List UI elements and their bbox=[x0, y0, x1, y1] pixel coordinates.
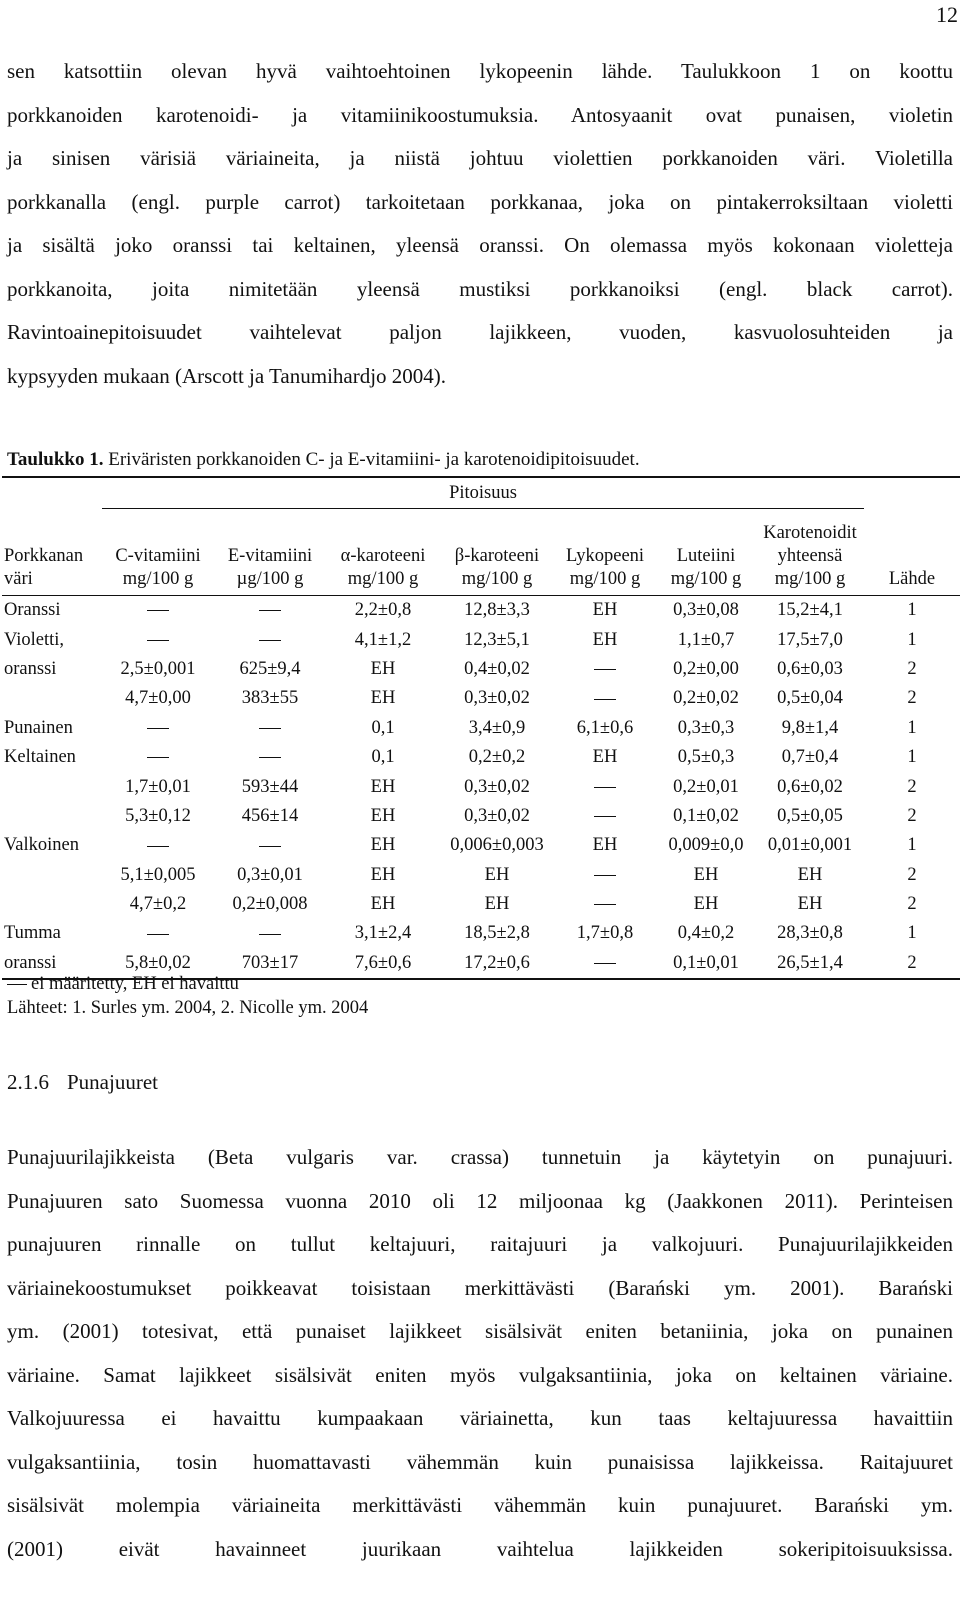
table-cell: 1,7±0,8 bbox=[576, 923, 634, 944]
text-line: ym. (2001) totesivat, että punaiset lajikkeet sisälsivät eniten betaniinia, joka on punainen bbox=[7, 1319, 953, 1343]
table-row bbox=[2, 625, 960, 654]
table-cell bbox=[102, 919, 214, 948]
table-row bbox=[2, 890, 960, 919]
table-cell: EH bbox=[370, 894, 396, 915]
not-determined-dash bbox=[594, 669, 616, 670]
table-cell: 625±9,4 bbox=[239, 658, 301, 679]
table-cell bbox=[102, 743, 214, 772]
not-determined-dash bbox=[147, 846, 169, 847]
table-cell: EH bbox=[592, 600, 618, 621]
table-cell bbox=[214, 919, 326, 948]
table-cell: 2 bbox=[907, 688, 917, 709]
table-cell: 2,2±0,8 bbox=[354, 600, 412, 621]
row-label-cell: Punainen bbox=[4, 717, 73, 738]
table-cell: 6,1±0,6 bbox=[576, 717, 634, 738]
text-line: porkkanoiden karotenoidi- ja vitamiinikoostumuksia. Antosyaanit ovat punaisen, violetin bbox=[7, 102, 953, 127]
table-cell: 3,1±2,4 bbox=[354, 923, 412, 944]
table-cell: 2,5±0,001 bbox=[120, 658, 196, 679]
table-row bbox=[2, 802, 960, 831]
not-determined-dash bbox=[594, 963, 616, 964]
table-cell: 0,5±0,3 bbox=[677, 747, 735, 768]
row-label-cell: oranssi bbox=[2, 949, 102, 979]
table-cell: 0,006±0,003 bbox=[450, 835, 544, 856]
not-determined-dash bbox=[147, 934, 169, 935]
text-line: ja sinisen värisiä väriaineita, ja niistä johtuu violettien porkkanoiden väri. Violetilla bbox=[7, 146, 953, 170]
not-determined-dash bbox=[147, 640, 169, 641]
text-line: ja sisältä joko oranssi tai keltainen, yleensä oranssi. On olemassa myös kokonaan violetteja bbox=[7, 233, 953, 257]
table-cell: EH bbox=[370, 658, 396, 679]
table-cell: 1 bbox=[907, 747, 917, 768]
table-cell: EH bbox=[693, 864, 719, 885]
table-cell: 3,4±0,9 bbox=[468, 717, 526, 738]
table-cell: EH bbox=[370, 776, 396, 797]
table-cell: 2 bbox=[907, 805, 917, 826]
not-determined-dash bbox=[594, 904, 616, 905]
table-sources: Lähteet: 1. Surles ym. 2004, 2. Nicolle ym. 2004 bbox=[7, 998, 369, 1018]
column-header: Porkkanan väri bbox=[2, 509, 102, 596]
column-header: Lykopeeni mg/100 g bbox=[554, 509, 656, 596]
table-cell: 0,6±0,02 bbox=[777, 776, 843, 797]
carotenoid-table bbox=[2, 476, 960, 980]
table-cell: 5,3±0,12 bbox=[125, 805, 191, 826]
text-line: sisälsivät molempia väriaineita merkittävästi vähemmän kuin punajuuret. Barański ym. bbox=[7, 1493, 953, 1517]
table-caption-label: Taulukko 1. bbox=[7, 449, 104, 470]
table-cell bbox=[554, 861, 656, 890]
table-cell: EH bbox=[370, 688, 396, 709]
row-label-cell bbox=[2, 890, 102, 919]
table-cell: 18,5±2,8 bbox=[464, 923, 530, 944]
row-label-cell: Oranssi bbox=[4, 600, 61, 621]
text-line: Ravintoainepitoisuudet vaihtelevat paljon lajikkeen, vuoden, kasvuolosuhteiden ja bbox=[7, 320, 953, 344]
group-header: Pitoisuus bbox=[102, 477, 864, 509]
table-cell: EH bbox=[592, 747, 618, 768]
table-row bbox=[2, 772, 960, 801]
section-heading bbox=[7, 1070, 158, 1095]
table-cell: 2 bbox=[907, 894, 917, 915]
table-cell: 1 bbox=[907, 629, 917, 650]
section-number: 2.1.6 bbox=[7, 1070, 49, 1094]
table-cell: 0,009±0,0 bbox=[668, 835, 744, 856]
not-determined-dash bbox=[594, 875, 616, 876]
table-cell bbox=[554, 802, 656, 831]
not-determined-dash bbox=[594, 816, 616, 817]
table-cell: EH bbox=[370, 864, 396, 885]
table-row bbox=[2, 831, 960, 860]
table-cell: 1 bbox=[907, 600, 917, 621]
table-cell: 17,5±7,0 bbox=[777, 629, 843, 650]
table-cell: 2 bbox=[864, 949, 960, 979]
text-line: Valkojuuressa ei havaittu kumpaakaan väriainetta, kun taas keltajuuressa havaittiin bbox=[7, 1406, 953, 1430]
table-cell: 5,8±0,02 bbox=[102, 949, 214, 979]
table-cell bbox=[554, 655, 656, 684]
text-line: porkkanalla (engl. purple carrot) tarkoitetaan porkkanaa, joka on pintakerroksiltaan violetti bbox=[7, 189, 953, 214]
table-cell bbox=[554, 890, 656, 919]
row-label-cell: Keltainen bbox=[4, 747, 76, 768]
table-cell: 703±17 bbox=[214, 949, 326, 979]
dash-symbol bbox=[7, 984, 27, 985]
table-cell: 0,1±0,01 bbox=[656, 949, 756, 979]
row-label-cell bbox=[2, 684, 102, 713]
table-cell: 15,2±4,1 bbox=[777, 600, 843, 621]
table-cell: 26,5±1,4 bbox=[756, 949, 864, 979]
table-cell: 17,2±0,6 bbox=[440, 949, 554, 979]
table-cell: EH bbox=[484, 864, 510, 885]
column-header: E-vitamiini µg/100 g bbox=[214, 509, 326, 596]
table-row bbox=[2, 596, 960, 626]
text-line: väriainekoostumukset poikkeavat toisistaan merkittävästi (Barański ym. 2001). Barański bbox=[7, 1275, 953, 1300]
table-cell: 0,3±0,02 bbox=[464, 688, 530, 709]
table-cell bbox=[214, 831, 326, 860]
not-determined-dash bbox=[147, 757, 169, 758]
table-cell bbox=[214, 714, 326, 743]
text-line: Punajuurilajikkeista (Beta vulgaris var. crassa) tunnetuin ja käytetyin on punajuuri. bbox=[7, 1145, 953, 1169]
table-cell bbox=[214, 743, 326, 772]
table-cell bbox=[102, 596, 214, 626]
table-cell: EH bbox=[797, 894, 823, 915]
table-cell bbox=[214, 625, 326, 654]
table-cell bbox=[102, 831, 214, 860]
text-line: Punajuuren sato Suomessa vuonna 2010 oli 12 miljoonaa kg (Jaakkonen 2011). Perinteisen bbox=[7, 1188, 953, 1213]
table-cell: 0,1 bbox=[371, 747, 395, 768]
not-determined-dash bbox=[259, 757, 281, 758]
row-label-cell bbox=[2, 802, 102, 831]
table-cell: 0,4±0,2 bbox=[677, 923, 735, 944]
table-cell: 1 bbox=[907, 717, 917, 738]
table-cell: 4,1±1,2 bbox=[354, 629, 412, 650]
table-cell: 0,3±0,08 bbox=[673, 600, 739, 621]
table-cell: 0,6±0,03 bbox=[777, 658, 843, 679]
text-line: kypsyyden mukaan (Arscott ja Tanumihardjo 2004). bbox=[7, 363, 447, 388]
table-cell: 0,2±0,2 bbox=[468, 747, 526, 768]
table-cell: 0,5±0,04 bbox=[777, 688, 843, 709]
table-cell bbox=[554, 949, 656, 979]
table-row bbox=[2, 919, 960, 948]
text-line: vulgaksantiinia, tosin huomattavasti vähemmän kuin punaisissa lajikkeissa. Raitajuuret bbox=[7, 1449, 953, 1474]
table-cell: 2 bbox=[907, 658, 917, 679]
table-cell: 0,1 bbox=[371, 717, 395, 738]
table-row bbox=[2, 714, 960, 743]
table-row bbox=[2, 861, 960, 890]
not-determined-dash bbox=[259, 846, 281, 847]
row-label-cell: Valkoinen bbox=[4, 835, 80, 856]
text-line: (2001) eivät havainneet juurikaan vaihtelua lajikkeiden sokeripitoisuuksissa. bbox=[7, 1536, 953, 1561]
table-cell: 0,7±0,4 bbox=[781, 747, 839, 768]
text-line: punajuuren rinnalle on tullut keltajuuri, raitajuuri ja valkojuuri. Punajuurilajikkeiden bbox=[7, 1232, 953, 1256]
not-determined-dash bbox=[147, 728, 169, 729]
text-line: porkkanoita, joita nimitetään yleensä mustiksi porkkanoiksi (engl. black carrot). bbox=[7, 276, 953, 301]
table-cell: 383±55 bbox=[241, 688, 299, 709]
row-label-cell: Tumma bbox=[4, 923, 61, 944]
column-header: β-karoteeni mg/100 g bbox=[440, 509, 554, 596]
table-cell: 0,2±0,02 bbox=[673, 688, 739, 709]
table-cell: 9,8±1,4 bbox=[781, 717, 839, 738]
not-determined-dash bbox=[594, 699, 616, 700]
table-cell: EH bbox=[592, 835, 618, 856]
table-cell: 0,3±0,02 bbox=[464, 776, 530, 797]
table-caption-text: Eriväristen porkkanoiden C- ja E-vitamiini- ja karotenoidipitoisuudet. bbox=[103, 449, 640, 470]
row-label-cell: Violetti, bbox=[4, 629, 65, 650]
not-determined-dash bbox=[594, 787, 616, 788]
table-cell: 0,2±0,008 bbox=[232, 894, 308, 915]
not-determined-dash bbox=[147, 610, 169, 611]
table-cell: EH bbox=[484, 894, 510, 915]
row-label-cell bbox=[2, 861, 102, 890]
column-header: C-vitamiini mg/100 g bbox=[102, 509, 214, 596]
table-cell: 0,4±0,02 bbox=[464, 658, 530, 679]
table-cell: 0,2±0,01 bbox=[673, 776, 739, 797]
table-cell: 2 bbox=[907, 776, 917, 797]
table-cell bbox=[214, 596, 326, 626]
table-body bbox=[2, 596, 960, 980]
table-cell: EH bbox=[592, 629, 618, 650]
table-cell: 0,5±0,05 bbox=[777, 805, 843, 826]
table-cell: 1,1±0,7 bbox=[677, 629, 735, 650]
table-cell: 0,3±0,02 bbox=[464, 805, 530, 826]
table-caption bbox=[7, 449, 640, 471]
table-row bbox=[2, 684, 960, 713]
row-label-cell bbox=[2, 772, 102, 801]
table-cell bbox=[102, 714, 214, 743]
text-line: väriaine. Samat lajikkeet sisälsivät eniten myös vulgaksantiinia, joka on keltainen väriaine. bbox=[7, 1362, 953, 1387]
section-title: Punajuuret bbox=[67, 1070, 158, 1094]
column-header: Luteiini mg/100 g bbox=[656, 509, 756, 596]
table-cell bbox=[554, 772, 656, 801]
paragraph-carrot-intro bbox=[7, 50, 953, 398]
table-cell: EH bbox=[693, 894, 719, 915]
table-cell: 0,3±0,01 bbox=[237, 864, 303, 885]
not-determined-dash bbox=[259, 640, 281, 641]
table-cell: EH bbox=[797, 864, 823, 885]
table-cell: 12,8±3,3 bbox=[464, 600, 530, 621]
table-cell: EH bbox=[370, 835, 396, 856]
table-cell: 0,1±0,02 bbox=[673, 805, 739, 826]
table-cell: 456±14 bbox=[241, 805, 299, 826]
table-cell bbox=[102, 625, 214, 654]
table-cell bbox=[554, 684, 656, 713]
row-label-cell: oranssi bbox=[4, 658, 57, 679]
table-legend: ei määritetty, EH ei havaittu bbox=[7, 972, 368, 996]
table-notes bbox=[7, 972, 368, 1020]
table-cell: 2 bbox=[907, 864, 917, 885]
table-cell: EH bbox=[370, 805, 396, 826]
table-cell: 0,3±0,3 bbox=[677, 717, 735, 738]
paragraph-beetroot bbox=[7, 1136, 953, 1571]
table-cell: 4,7±0,2 bbox=[129, 894, 187, 915]
table-cell: 1,7±0,01 bbox=[125, 776, 191, 797]
table-cell: 12,3±5,1 bbox=[464, 629, 530, 650]
not-determined-dash bbox=[259, 728, 281, 729]
not-determined-dash bbox=[259, 934, 281, 935]
column-header: α-karoteeni mg/100 g bbox=[326, 509, 440, 596]
column-header: Lähde bbox=[864, 509, 960, 596]
table-cell: 4,7±0,00 bbox=[125, 688, 191, 709]
page-number: 12 bbox=[936, 2, 958, 27]
table-row bbox=[2, 743, 960, 772]
table-cell: 1 bbox=[907, 923, 917, 944]
text-line: sen katsottiin olevan hyvä vaihtoehtoinen lykopeenin lähde. Taulukkoon 1 on koottu bbox=[7, 59, 953, 83]
table-cell: 593±44 bbox=[241, 776, 299, 797]
table-cell: 1 bbox=[907, 835, 917, 856]
column-header: Karotenoidit yhteensä mg/100 g bbox=[756, 509, 864, 596]
table-cell: 5,1±0,005 bbox=[120, 864, 196, 885]
table-cell: 7,6±0,6 bbox=[326, 949, 440, 979]
table-cell: 28,3±0,8 bbox=[777, 923, 843, 944]
table-cell: 0,2±0,00 bbox=[673, 658, 739, 679]
not-determined-dash bbox=[259, 610, 281, 611]
table-row bbox=[2, 655, 960, 684]
table-cell: 0,01±0,001 bbox=[767, 835, 853, 856]
